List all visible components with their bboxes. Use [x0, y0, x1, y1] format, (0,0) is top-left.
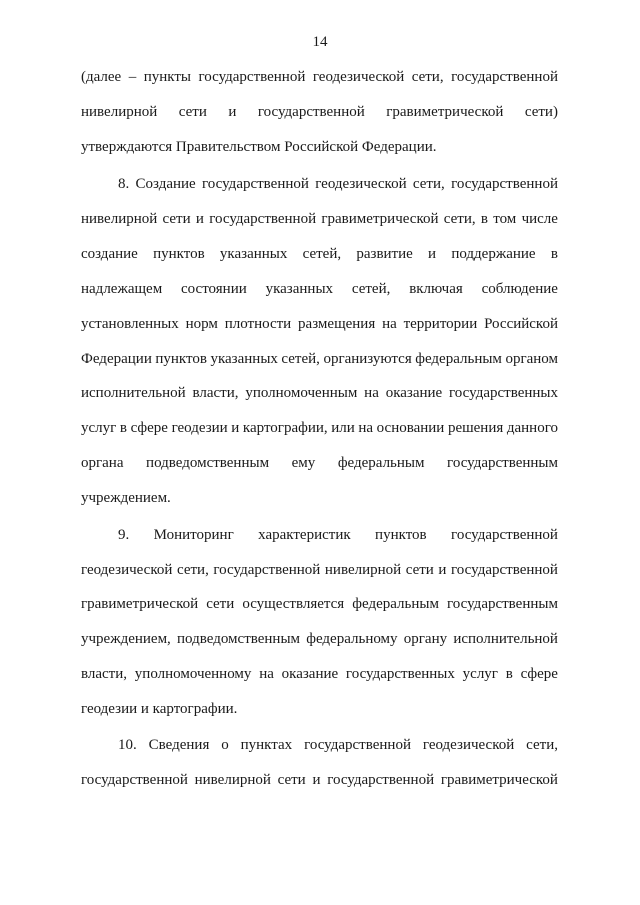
word: пунктах [240, 737, 293, 753]
word: государственной [451, 176, 558, 192]
word: Сведения [148, 737, 210, 753]
word: и [231, 420, 240, 436]
word: данного [506, 420, 558, 436]
word: размещения [298, 316, 376, 332]
text-line [118, 175, 558, 193]
word: государственным [447, 455, 558, 471]
word: (далее [81, 69, 122, 85]
text-line [118, 526, 558, 544]
word: в [505, 666, 513, 682]
text-line [81, 489, 558, 507]
word: гравиметрической [440, 772, 558, 788]
word: нивелирной [324, 562, 402, 578]
text-line [81, 210, 558, 228]
word: федеральным [415, 351, 502, 367]
word: сети, [526, 737, 558, 753]
word: федеральным [337, 455, 425, 471]
text-line [81, 384, 558, 402]
word: в [550, 246, 558, 262]
word: Федерации. [361, 139, 437, 155]
word: надлежащем [81, 281, 163, 297]
word: геодезической [422, 737, 515, 753]
word: картографии, [242, 420, 328, 436]
word: развитие [356, 246, 413, 262]
word: пункты [143, 69, 191, 85]
word: картографии. [152, 701, 238, 717]
word: ему [291, 455, 316, 471]
word: государственной [451, 69, 558, 85]
word: исполнительной [81, 385, 186, 401]
word: уполномоченным [245, 385, 358, 401]
word: поддержание [451, 246, 536, 262]
word: сети [405, 562, 434, 578]
word: 8. [118, 176, 130, 192]
word: пунктов [375, 527, 427, 543]
word: уполномоченному [134, 666, 252, 682]
word: сетей, [302, 246, 342, 262]
word: 9. [118, 527, 130, 543]
text-line [81, 103, 558, 121]
word: органа [81, 455, 124, 471]
word: услуг [462, 666, 498, 682]
word: указанных [265, 281, 334, 297]
word: Мониторинг [153, 527, 234, 543]
word: 10. [118, 737, 137, 753]
word: власти, [192, 385, 239, 401]
word: указанных [219, 246, 288, 262]
word: Правительством [175, 139, 281, 155]
word: или [331, 420, 355, 436]
word: нивелирной [81, 211, 158, 227]
word: сети [178, 104, 207, 120]
word: органом [505, 351, 558, 367]
word: сети [206, 596, 235, 612]
word: сети, [412, 176, 445, 192]
word: геодезии [81, 701, 138, 717]
word: плотности [224, 316, 292, 332]
word: и [428, 246, 437, 262]
word: сфере [520, 666, 558, 682]
word: и [140, 701, 149, 717]
word: том [493, 211, 517, 227]
word: включая [409, 281, 463, 297]
word: и [195, 211, 204, 227]
word: сети [277, 772, 306, 788]
word: власти, [81, 666, 128, 682]
text-line [81, 561, 558, 579]
word: числе [521, 211, 558, 227]
word: утверждаются [81, 139, 173, 155]
word: и [312, 772, 321, 788]
word: Создание [135, 176, 196, 192]
word: норм [185, 316, 218, 332]
text-line [81, 138, 558, 156]
word: пунктов [153, 246, 205, 262]
word: нивелирной [194, 772, 271, 788]
text-line [118, 736, 558, 754]
word: государственной [213, 562, 321, 578]
word: государственной [451, 527, 558, 543]
word: гравиметрической [321, 211, 439, 227]
word: государственной [81, 772, 188, 788]
text-line [81, 454, 558, 472]
word: на [364, 385, 379, 401]
word: геодезической [81, 562, 173, 578]
word: Российской [484, 316, 558, 332]
text-line [81, 419, 558, 437]
word: геодезии [171, 420, 228, 436]
text-line [81, 315, 558, 333]
word: характеристик [258, 527, 351, 543]
word: государственной [202, 176, 309, 192]
word: сети) [524, 104, 558, 120]
text-line [81, 700, 558, 718]
word: подведомственным [177, 631, 301, 647]
word: установленных [81, 316, 179, 332]
word: решения [447, 420, 504, 436]
page-number: 14 [312, 34, 328, 50]
word: государственной [257, 104, 365, 120]
word: учреждением. [81, 490, 171, 506]
word: государственных [449, 385, 558, 401]
word: Федерации [81, 351, 152, 367]
word: на [259, 666, 274, 682]
word: федеральным [352, 596, 439, 612]
word: осуществляется [242, 596, 345, 612]
word: создание [81, 246, 138, 262]
text-line [81, 245, 558, 263]
word: исполнительной [453, 631, 558, 647]
word: сети, [411, 69, 444, 85]
word: гравиметрической [81, 596, 199, 612]
word: сетей, [281, 351, 320, 367]
word: в [119, 420, 127, 436]
word: основании [376, 420, 445, 436]
word: в [480, 211, 488, 227]
word: сети [162, 211, 191, 227]
word: подведомственным [146, 455, 270, 471]
text-line [81, 280, 558, 298]
text-line [81, 665, 558, 683]
word: и [228, 104, 237, 120]
word: государственной [327, 772, 435, 788]
word: пунктов [155, 351, 207, 367]
word: государственной [198, 69, 306, 85]
text-line [81, 630, 558, 648]
word: федеральному [306, 631, 398, 647]
text-line [81, 771, 558, 789]
word: – [128, 69, 137, 85]
word: сети, [176, 562, 209, 578]
word: государственной [304, 737, 411, 753]
word: о [221, 737, 229, 753]
word: сфере [130, 420, 168, 436]
word: на [358, 420, 374, 436]
text-line [81, 595, 558, 613]
text-line [81, 68, 558, 86]
word: органу [403, 631, 448, 647]
word: государственным [447, 596, 558, 612]
word: гравиметрической [386, 104, 504, 120]
text-line [81, 350, 558, 368]
word: на [382, 316, 397, 332]
word: учреждением, [81, 631, 171, 647]
word: организуются [323, 351, 412, 367]
word: состоянии [181, 281, 247, 297]
word: оказание [281, 666, 339, 682]
word: государственных [345, 666, 455, 682]
word: территории [403, 316, 478, 332]
word: государственной [451, 562, 558, 578]
word: и [438, 562, 447, 578]
word: геодезической [312, 69, 405, 85]
word: нивелирной [81, 104, 158, 120]
word: услуг [81, 420, 117, 436]
word: геодезической [315, 176, 407, 192]
word: соблюдение [481, 281, 558, 297]
word: государственной [209, 211, 317, 227]
word: сетей, [351, 281, 391, 297]
word: оказание [385, 385, 443, 401]
word: сети, [443, 211, 476, 227]
word: указанных [210, 351, 278, 367]
word: Российской [284, 139, 359, 155]
